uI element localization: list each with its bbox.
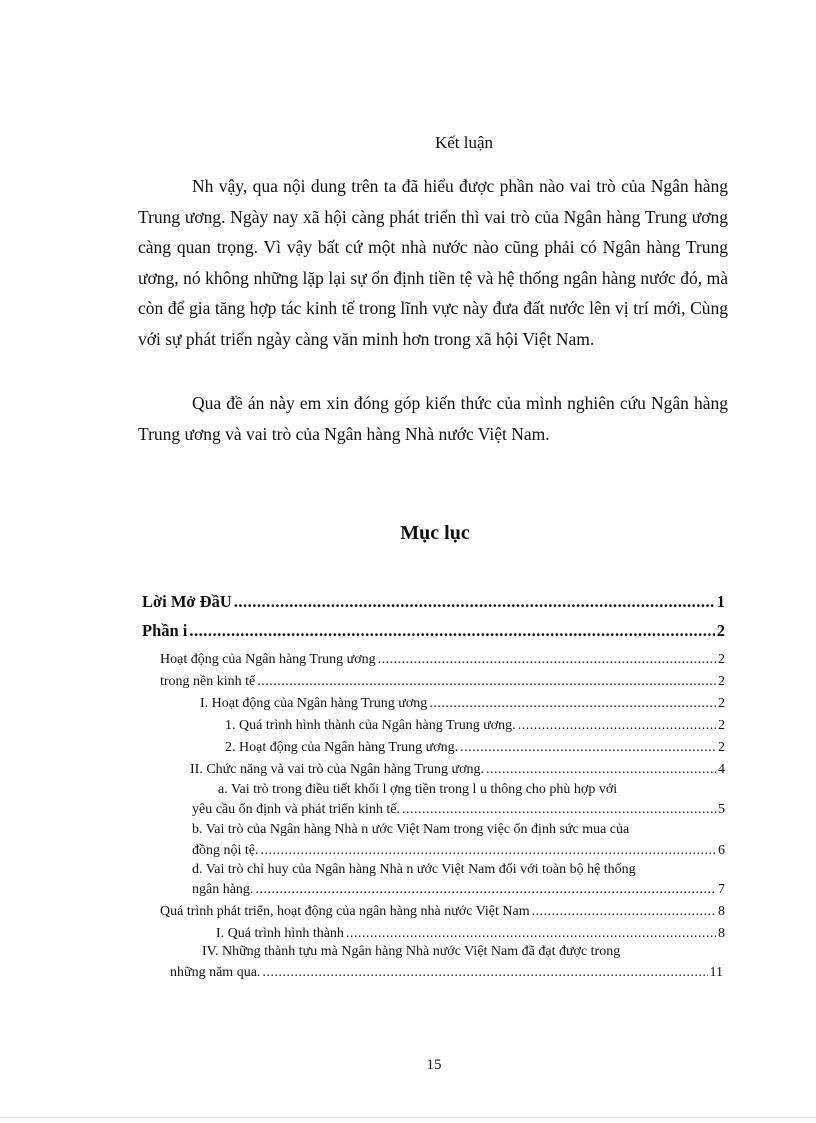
toc-entry-line[interactable]: d. Vai trò chỉ huy của Ngân hàng Nhà n ước Việt Nam đối với toàn bộ hệ thống: [192, 862, 636, 877]
toc-entry[interactable]: [200, 696, 725, 712]
toc-leader-dots: [460, 740, 716, 756]
toc-entry-label: ngân hàng.: [192, 882, 254, 897]
toc-title: Mục lục: [400, 522, 470, 544]
toc-entry[interactable]: [160, 904, 725, 920]
toc-leader-dots: [255, 882, 716, 898]
toc-entry-label: I. Quá trình hình thành: [216, 926, 344, 941]
toc-entry-label: I. Hoạt động của Ngân hàng Trung ương: [200, 696, 428, 711]
toc-entry-page: 2: [718, 740, 725, 755]
toc-entry[interactable]: [160, 674, 725, 690]
toc-entry-page: 8: [718, 926, 725, 941]
toc-entry-page: 2: [716, 621, 725, 640]
toc-entry[interactable]: [142, 592, 725, 612]
toc-leader-dots: [234, 592, 715, 612]
toc-entry[interactable]: [142, 621, 725, 641]
toc-entry-page: 11: [709, 965, 723, 980]
toc-entry-page: 1: [716, 592, 725, 611]
toc-entry[interactable]: [225, 718, 725, 734]
toc-leader-dots: [257, 674, 716, 690]
toc-entry[interactable]: [160, 652, 725, 668]
toc-entry-label: II. Chức năng và vai trò của Ngân hàng Trung ương.: [190, 762, 484, 777]
page-number: 15: [426, 1057, 442, 1073]
toc-entry-line[interactable]: a. Vai trò trong điều tiết khối l ợng tiền trong l u thông cho phù hợp với: [218, 782, 618, 797]
toc-entry-page: 5: [718, 802, 725, 817]
toc-entry[interactable]: [216, 926, 725, 942]
toc-leader-dots: [429, 696, 716, 712]
conclusion-paragraph-1: Nh vậy, qua nội dung trên ta đã hiểu được phần nào vai trò của Ngân hàng Trung ương. Ngày nay xã hội càng phát triển thì vai trò của Ngân hàng Trung ương càng quan trọng. Vì vậy bất cứ một nhà nước nào cũng phải có Ngân hàng Trung ương, nó không những lặp lại sự ổn định tiền tệ và hệ thống ngân hàng nước đó, mà còn để gia tăng hợp tác kinh tế trong lĩnh vực này đưa đất nước lên vị trí mới, Cùng với sự phát triển ngày càng văn minh hơn trong xã hội Việt Nam.: [138, 176, 728, 349]
toc-leader-dots: [486, 762, 716, 778]
toc-leader-dots: [189, 621, 714, 641]
toc-leader-dots: [261, 843, 717, 859]
toc-entry-page: 6: [718, 843, 725, 858]
toc-entry-page: 8: [718, 904, 725, 919]
toc-leader-dots: [262, 965, 707, 981]
toc-entry-label: Phần i: [142, 621, 188, 640]
toc-entry-page: 7: [718, 882, 725, 897]
toc-entry-label: 2. Hoạt động của Ngân hàng Trung ương.: [225, 740, 459, 755]
toc-entry[interactable]: [170, 965, 723, 981]
toc-entry[interactable]: [192, 882, 725, 898]
toc-leader-dots: [346, 926, 716, 942]
toc-entry-label: Quá trình phát triển, hoạt động của ngân hàng nhà nước Việt Nam: [160, 904, 530, 919]
toc-entry-label: yêu cầu ổn định và phát triển kinh tế.: [192, 802, 400, 817]
toc-entry-label: 1. Quá trình hình thành của Ngân hàng Trung ương.: [225, 718, 516, 733]
toc-leader-dots: [518, 718, 716, 734]
toc-leader-dots: [402, 802, 716, 818]
page-bottom-edge: [0, 1117, 816, 1118]
toc-entry-page: 2: [718, 652, 725, 667]
conclusion-paragraph-2: Qua đề án này em xin đóng góp kiến thức của mình nghiên cứu Ngân hàng Trung ương và vai trò của Ngân hàng Nhà nước Việt Nam.: [138, 393, 728, 444]
toc-entry-page: 2: [718, 696, 725, 711]
toc-entry-label: Lời Mở ĐầU: [142, 592, 232, 611]
toc-entry-page: 4: [718, 762, 725, 777]
toc-leader-dots: [532, 904, 716, 920]
toc-entry-line[interactable]: b. Vai trò của Ngân hàng Nhà n ước Việt Nam trong việc ổn định sức mua của: [192, 822, 630, 837]
toc-entry[interactable]: [190, 762, 725, 778]
toc-entry-label: Hoạt động của Ngân hàng Trung ương: [160, 652, 376, 667]
toc-entry-label: trong nền kinh tế: [160, 674, 256, 689]
toc-entry-line[interactable]: IV. Những thành tựu mà Ngân hàng Nhà nước Việt Nam đã đạt được trong: [202, 944, 621, 959]
toc-entry[interactable]: [192, 802, 725, 818]
conclusion-title: Kết luận: [434, 133, 494, 152]
toc-entry-page: 2: [718, 718, 725, 733]
toc-entry[interactable]: [225, 740, 725, 756]
toc-entry[interactable]: [192, 843, 725, 859]
toc-entry-page: 2: [718, 674, 725, 689]
toc-leader-dots: [378, 652, 716, 668]
toc-entry-label: những năm qua.: [170, 965, 261, 980]
toc-entry-label: đồng nội tệ.: [192, 843, 259, 858]
